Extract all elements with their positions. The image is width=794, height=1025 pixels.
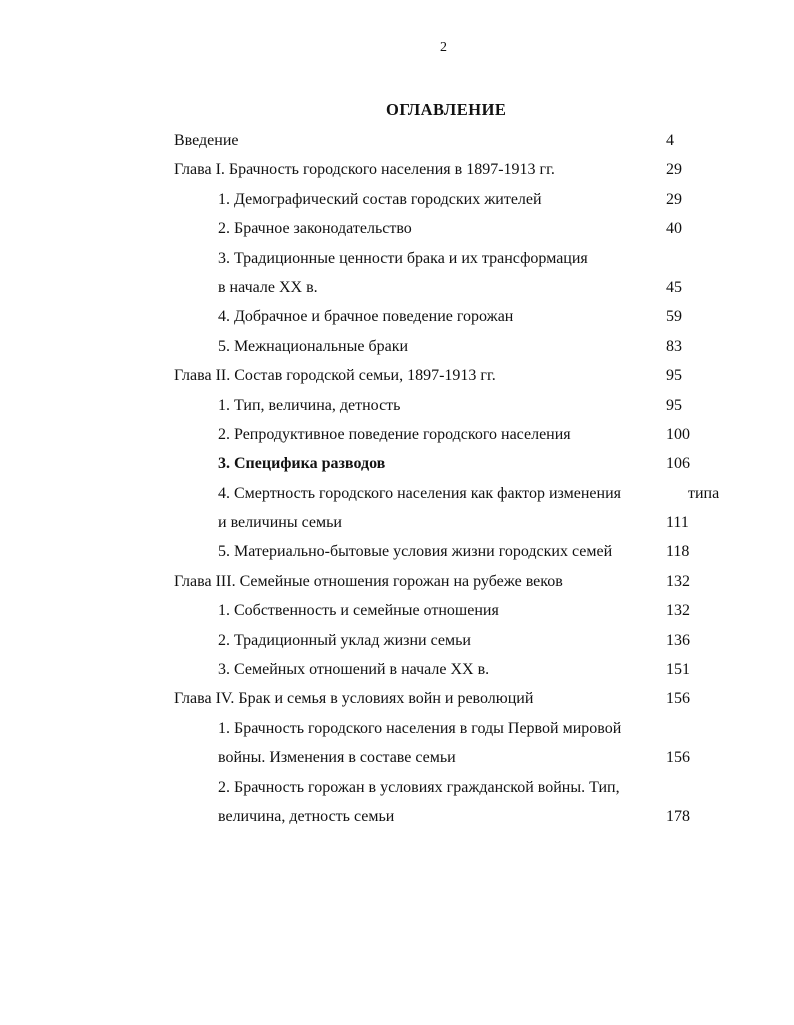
toc-entry-text: 1. Тип, величина, детность xyxy=(218,396,401,414)
toc-page-number: 83 xyxy=(666,337,682,355)
toc-page-number: 4 xyxy=(666,132,674,149)
toc-page-number: 45 xyxy=(666,278,682,296)
toc-subentry xyxy=(0,626,794,655)
toc-entry-text: 5. Межнациональные браки xyxy=(218,337,409,355)
toc-entry-text: 1. Собственность и семейные отношения xyxy=(218,602,499,620)
toc-page-number: 132 xyxy=(666,602,690,620)
page-title: ОГЛАВЛЕНИЕ xyxy=(386,100,507,119)
toc-entry-text: в начале XX в. xyxy=(218,278,318,296)
toc-subentry xyxy=(0,743,794,772)
toc-entry-text: 3. Семейных отношений в начале XX в. xyxy=(218,661,490,679)
toc-page-number: 136 xyxy=(666,631,690,649)
toc-entry-text: Глава II. Состав городской семьи, 1897-1913 гг. xyxy=(174,367,496,385)
toc-chapter xyxy=(0,155,794,184)
toc-entry-text: Введение xyxy=(174,132,239,149)
toc-page-number: 59 xyxy=(666,308,682,326)
toc-entry-text: 2. Брачное законодательство xyxy=(218,220,412,238)
toc-subentry xyxy=(0,332,794,361)
toc-entry-text: 2. Традиционный уклад жизни семьи xyxy=(218,631,471,649)
toc-page-number: 132 xyxy=(666,572,690,590)
toc-subentry xyxy=(0,714,794,743)
toc-subentry xyxy=(0,420,794,449)
toc-entry-text: 3. Специфика разводов xyxy=(218,455,386,473)
toc-subentry xyxy=(0,655,794,684)
toc-subentry xyxy=(0,244,794,273)
toc-page-number: 178 xyxy=(666,807,690,825)
toc-subentry xyxy=(0,596,794,625)
toc-entry-text: 1. Демографический состав городских жителей xyxy=(218,190,542,208)
toc-page-number: 95 xyxy=(666,396,682,414)
toc-entry-text: Глава III. Семейные отношения горожан на рубеже веков xyxy=(174,572,563,590)
toc-entry-text: величина, детность семьи xyxy=(218,807,395,825)
toc-chapter xyxy=(0,361,794,390)
toc-entry-text: войны. Изменения в составе семьи xyxy=(218,749,456,767)
toc-entry-text: 4. Смертность городского населения как фактор изменения xyxy=(218,484,621,502)
toc-entry-text: и величины семьи xyxy=(218,514,342,532)
toc-subentry xyxy=(0,302,794,331)
toc-chapter xyxy=(0,567,794,596)
toc-page-number: 106 xyxy=(666,455,690,473)
toc-page-number: 95 xyxy=(666,367,682,385)
toc-chapter xyxy=(0,684,794,713)
toc-page-number: 29 xyxy=(666,161,682,179)
toc-page-number: 156 xyxy=(666,690,690,708)
toc-page-number: 118 xyxy=(666,543,690,561)
toc-chapter xyxy=(0,126,794,155)
toc-entry-text: 2. Репродуктивное поведение городского населения xyxy=(218,425,571,443)
toc-entry-text: 5. Материально-бытовые условия жизни городских семей xyxy=(218,543,613,561)
toc-subentry xyxy=(0,508,794,537)
toc-page-number: 111 xyxy=(666,514,689,532)
toc-subentry xyxy=(0,773,794,802)
toc-entry-text: Глава IV. Брак и семья в условиях войн и революций xyxy=(174,690,534,708)
toc-subentry xyxy=(0,214,794,243)
toc-subentry xyxy=(0,273,794,302)
toc-subentry xyxy=(0,391,794,420)
page-number: 2 xyxy=(440,40,447,55)
toc-page-number: 156 xyxy=(666,749,690,767)
toc-subentry xyxy=(0,479,794,508)
toc-entry-overflow-word: типа xyxy=(688,484,720,502)
toc-page-number: 40 xyxy=(666,220,682,238)
toc-page-number: 100 xyxy=(666,425,690,443)
toc-page-number: 151 xyxy=(666,661,690,679)
toc-subentry xyxy=(0,537,794,566)
table-of-contents xyxy=(0,126,794,831)
toc-entry-text: 4. Добрачное и брачное поведение горожан xyxy=(218,308,514,326)
toc-entry-text: 2. Брачность горожан в условиях гражданской войны. Тип, xyxy=(218,778,620,796)
toc-subentry xyxy=(0,802,794,831)
toc-entry-text: 3. Традиционные ценности брака и их трансформация xyxy=(218,249,588,267)
toc-subentry xyxy=(0,449,794,478)
toc-entry-text: 1. Брачность городского населения в годы Первой мировой xyxy=(218,719,622,737)
toc-entry-text: Глава I. Брачность городского населения в 1897-1913 гг. xyxy=(174,161,555,179)
toc-page-number: 29 xyxy=(666,190,682,208)
toc-subentry xyxy=(0,185,794,214)
